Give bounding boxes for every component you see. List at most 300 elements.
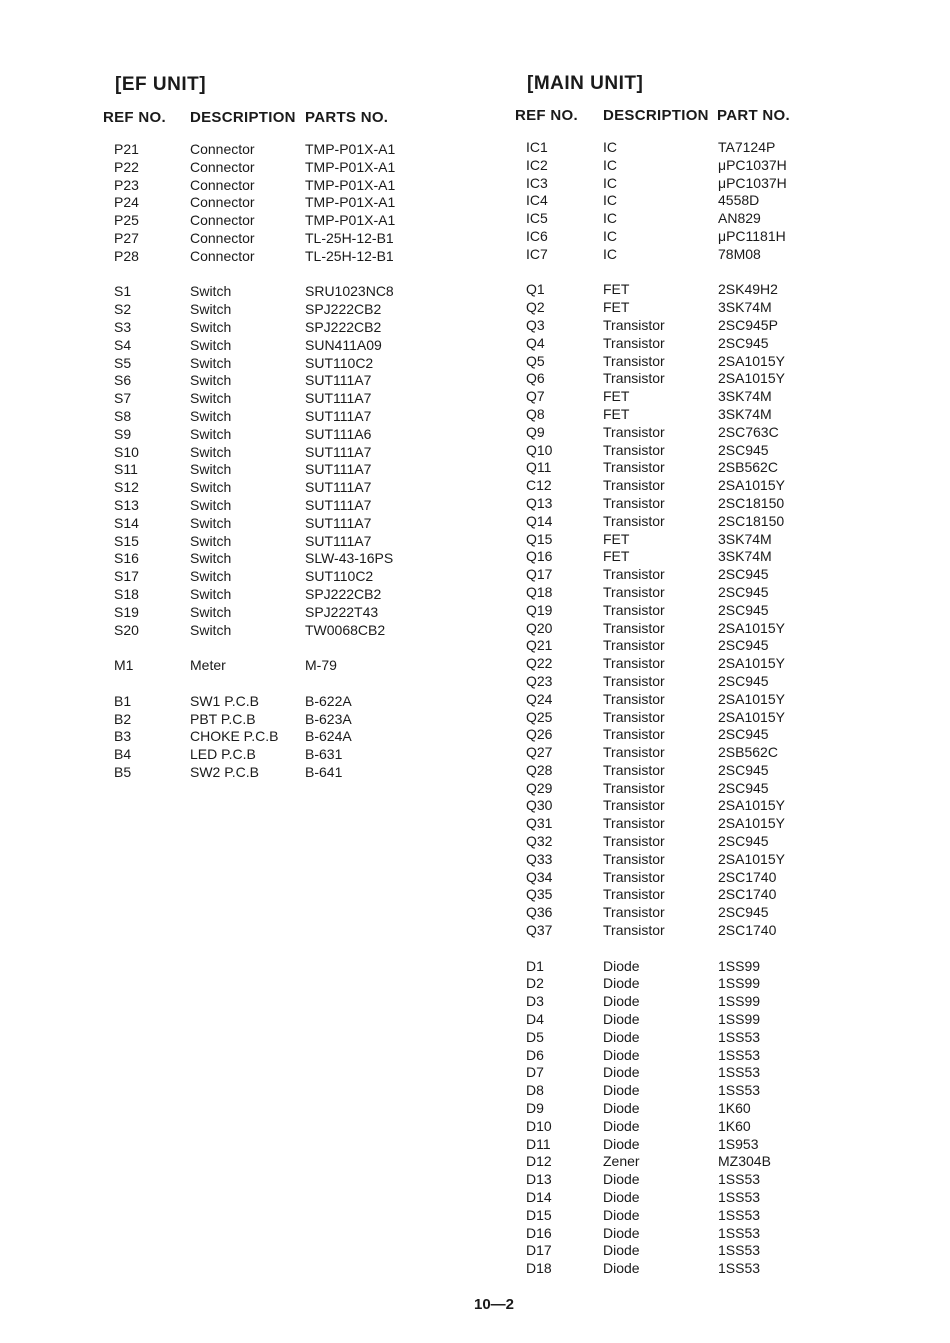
part-number-cell: 1K60 [718, 1100, 751, 1117]
ref-cell: Q11 [526, 459, 552, 476]
ref-cell: D11 [526, 1135, 551, 1152]
description-cell: Transistor [603, 619, 665, 636]
part-number-cell: 2SB562C [718, 459, 778, 476]
group-spacer [190, 639, 278, 657]
part-number-cell: 2SC945 [718, 672, 769, 689]
ref-cell: Q18 [526, 583, 553, 600]
description-cell: Transistor [603, 904, 665, 921]
description-cell: Diode [603, 1082, 640, 1099]
group-spacer [603, 940, 665, 958]
description-cell: Transistor [603, 423, 665, 440]
ref-cell: S8 [114, 407, 132, 424]
part-number-cell: 1SS53 [718, 1260, 761, 1277]
description-cell: Zener [603, 1153, 640, 1170]
ref-cell: D16 [526, 1224, 552, 1241]
part-number-cell: 2SA1015Y [718, 477, 785, 494]
part-number-cell: AN829 [718, 210, 761, 227]
part-number-cell: B-623A [305, 710, 352, 727]
group-spacer [526, 264, 552, 282]
ref-cell: P27 [114, 229, 139, 246]
ref-cell: Q26 [526, 726, 553, 743]
ref-cell: D12 [526, 1153, 552, 1170]
part-number-cell: 2SC763C [718, 423, 779, 440]
description-cell: Transistor [603, 512, 665, 529]
part-number-cell: TMP-P01X-A1 [305, 158, 396, 175]
part-number-cell: 2SA1015Y [718, 655, 785, 672]
ref-cell: Q1 [526, 281, 545, 298]
description-cell: Transistor [603, 494, 665, 511]
ef-description-header: DESCRIPTION [190, 109, 296, 126]
description-cell: Switch [190, 496, 232, 513]
ref-cell: S18 [114, 585, 139, 602]
description-cell: Transistor [603, 637, 665, 654]
part-number-cell: 2SC18150 [718, 512, 785, 529]
ref-cell: Q5 [526, 352, 545, 369]
group-spacer [718, 264, 787, 282]
description-cell: Switch [190, 585, 232, 602]
ref-cell: Q32 [526, 833, 553, 850]
part-number-cell: 3SK74M [718, 405, 772, 422]
description-cell: IC [603, 245, 617, 262]
ref-cell: Q16 [526, 548, 553, 565]
part-number-cell: SPJ222CB2 [305, 318, 382, 335]
ref-cell: Q29 [526, 779, 553, 796]
part-number-cell: 1SS53 [718, 1046, 761, 1063]
part-number-cell: 1K60 [718, 1117, 751, 1134]
ref-cell: IC2 [526, 156, 548, 173]
group-spacer [305, 266, 395, 284]
part-number-cell: MZ304B [718, 1153, 771, 1170]
ref-cell: P22 [114, 158, 139, 175]
part-number-cell: 2SC945 [718, 583, 769, 600]
main-part-header: PART NO. [717, 107, 790, 124]
part-number-cell: TMP-P01X-A1 [305, 141, 396, 157]
description-cell: IC [603, 139, 617, 155]
description-cell: IC [603, 227, 617, 244]
description-cell: Transistor [603, 886, 665, 903]
description-cell: Switch [190, 407, 232, 424]
ref-cell: Q10 [526, 441, 553, 458]
part-number-cell: TMP-P01X-A1 [305, 176, 396, 193]
part-number-cell: SUT111A7 [305, 461, 372, 478]
ref-cell: D14 [526, 1189, 552, 1206]
description-cell: Switch [190, 390, 232, 407]
main-ref-header: REF NO. [515, 107, 578, 124]
description-cell: PBT P.C.B [190, 710, 256, 727]
description-cell: Transistor [603, 690, 665, 707]
part-number-cell: 2SC945 [718, 904, 769, 921]
part-number-cell: 4558D [718, 192, 760, 209]
part-number-cell: 1SS53 [718, 1189, 761, 1206]
part-number-cell: 2SC1740 [718, 922, 777, 939]
description-cell: Diode [603, 1046, 640, 1063]
part-number-cell: 2SC945 [718, 334, 769, 351]
part-number-cell: 2SA1015Y [718, 352, 785, 369]
ref-cell: Q36 [526, 904, 553, 921]
part-number-cell: 2SA1015Y [718, 708, 785, 725]
main-description-column [603, 139, 665, 1278]
ref-cell: B4 [114, 746, 132, 763]
description-cell: CHOKE P.C.B [190, 728, 279, 745]
description-cell: Switch [190, 443, 232, 460]
ref-cell: D9 [526, 1100, 544, 1117]
part-number-cell: 1S953 [718, 1135, 759, 1152]
ref-cell: Q28 [526, 761, 553, 778]
description-cell: Transistor [603, 583, 665, 600]
description-cell: IC [603, 174, 617, 191]
ref-cell: D5 [526, 1028, 544, 1045]
part-number-cell: μPC1037H [718, 174, 787, 191]
ref-cell: Q3 [526, 316, 545, 333]
description-cell: Transistor [603, 726, 665, 743]
part-number-cell: 1SS53 [718, 1206, 761, 1223]
part-number-cell: 1SS99 [718, 975, 761, 992]
description-cell: Switch [190, 336, 232, 353]
part-number-cell: 2SA1015Y [718, 690, 785, 707]
ref-cell: Q27 [526, 744, 553, 761]
description-cell: FET [603, 548, 630, 565]
ref-cell: Q37 [526, 922, 553, 939]
part-number-cell: TA7124P [718, 139, 776, 155]
description-cell: Transistor [603, 815, 665, 832]
part-number-cell: 3SK74M [718, 548, 772, 565]
part-number-cell: 1SS53 [718, 1171, 761, 1188]
description-cell: Transistor [603, 779, 665, 796]
part-number-cell: SUT111A7 [305, 496, 372, 513]
ref-cell: Q7 [526, 388, 545, 405]
description-cell: Switch [190, 550, 232, 567]
ref-cell: B1 [114, 692, 132, 709]
group-spacer [190, 266, 278, 284]
part-number-cell: SUT111A7 [305, 514, 372, 531]
description-cell: Diode [603, 1242, 640, 1259]
description-cell: Diode [603, 1135, 640, 1152]
ref-cell: Q13 [526, 494, 553, 511]
ref-cell: Q35 [526, 886, 553, 903]
description-cell: Transistor [603, 477, 665, 494]
ref-cell: M1 [114, 657, 134, 674]
ref-cell: S19 [114, 603, 139, 620]
ref-cell: Q34 [526, 868, 553, 885]
ref-cell: Q9 [526, 423, 545, 440]
description-cell: Meter [190, 657, 226, 674]
ref-cell: S5 [114, 354, 132, 371]
part-number-cell: SUT111A7 [305, 407, 372, 424]
ref-cell: Q22 [526, 655, 553, 672]
description-cell: Connector [190, 176, 255, 193]
part-number-cell: TL-25H-12-B1 [305, 247, 394, 264]
ref-cell: S11 [114, 461, 138, 478]
part-number-cell: B-624A [305, 728, 352, 745]
part-number-cell: 2SA1015Y [718, 619, 785, 636]
ref-cell: S6 [114, 372, 132, 389]
ref-cell: Q21 [526, 637, 553, 654]
ef-part-column [305, 141, 395, 782]
description-cell: Diode [603, 1224, 640, 1241]
ref-cell: IC1 [526, 139, 548, 155]
part-number-cell: 2SC945P [718, 316, 778, 333]
description-cell: Transistor [603, 833, 665, 850]
ef-description-column [190, 141, 278, 782]
description-cell: Diode [603, 1064, 640, 1081]
group-spacer [718, 940, 787, 958]
ref-cell: S20 [114, 621, 139, 638]
description-cell: Diode [603, 1260, 640, 1277]
group-spacer [603, 264, 665, 282]
ref-cell: D15 [526, 1206, 552, 1223]
description-cell: Connector [190, 229, 255, 246]
part-number-cell: SUT111A7 [305, 443, 372, 460]
ref-cell: B5 [114, 763, 132, 780]
description-cell: Transistor [603, 708, 665, 725]
part-number-cell: TMP-P01X-A1 [305, 194, 396, 211]
ref-cell: P21 [114, 141, 139, 157]
part-number-cell: SLW-43-16PS [305, 550, 394, 567]
ref-cell: D1 [526, 957, 544, 974]
ref-cell: S1 [114, 283, 132, 300]
description-cell: Diode [603, 1189, 640, 1206]
description-cell: Transistor [603, 566, 665, 583]
description-cell: FET [603, 299, 630, 316]
group-spacer [190, 675, 278, 693]
ref-cell: Q17 [526, 566, 553, 583]
description-cell: Diode [603, 957, 640, 974]
ref-cell: D13 [526, 1171, 552, 1188]
description-cell: Transistor [603, 744, 665, 761]
ref-cell: Q24 [526, 690, 553, 707]
ref-cell: Q23 [526, 672, 553, 689]
description-cell: Diode [603, 993, 640, 1010]
description-cell: Diode [603, 1011, 640, 1028]
description-cell: Switch [190, 532, 232, 549]
part-number-cell: 2SA1015Y [718, 370, 785, 387]
part-number-cell: 2SA1015Y [718, 850, 785, 867]
group-spacer [305, 675, 395, 693]
ef-ref-column [114, 141, 139, 782]
part-number-cell: 2SC945 [718, 637, 769, 654]
part-number-cell: 2SK49H2 [718, 281, 778, 298]
ref-cell: IC6 [526, 227, 548, 244]
description-cell: Diode [603, 1028, 640, 1045]
ref-cell: P24 [114, 194, 139, 211]
ref-cell: S17 [114, 568, 139, 585]
ref-cell: IC7 [526, 245, 548, 262]
description-cell: Transistor [603, 655, 665, 672]
description-cell: FET [603, 388, 630, 405]
ref-cell: D3 [526, 993, 544, 1010]
description-cell: Connector [190, 194, 255, 211]
part-number-cell: SRU1023NC8 [305, 283, 394, 300]
description-cell: SW1 P.C.B [190, 692, 259, 709]
ref-cell: Q20 [526, 619, 553, 636]
description-cell: FET [603, 281, 630, 298]
ref-cell: B3 [114, 728, 132, 745]
description-cell: Switch [190, 514, 232, 531]
part-number-cell: 2SA1015Y [718, 797, 785, 814]
ref-cell: Q31 [526, 815, 553, 832]
main-part-column [718, 139, 787, 1278]
description-cell: Switch [190, 461, 232, 478]
ref-cell: Q6 [526, 370, 545, 387]
description-cell: Transistor [603, 797, 665, 814]
ref-cell: S13 [114, 496, 139, 513]
part-number-cell: 2SC945 [718, 601, 769, 618]
part-number-cell: 2SC945 [718, 779, 769, 796]
description-cell: Transistor [603, 316, 665, 333]
ref-cell: Q19 [526, 601, 553, 618]
description-cell: FET [603, 530, 630, 547]
part-number-cell: SUT111A7 [305, 390, 372, 407]
description-cell: FET [603, 405, 630, 422]
page-number: 10—2 [473, 1296, 515, 1313]
part-number-cell: 3SK74M [718, 530, 772, 547]
description-cell: Transistor [603, 850, 665, 867]
ref-cell: S12 [114, 479, 139, 496]
ref-cell: D7 [526, 1064, 544, 1081]
ref-cell: P28 [114, 247, 139, 264]
description-cell: Diode [603, 1100, 640, 1117]
description-cell: IC [603, 156, 617, 173]
description-cell: Switch [190, 479, 232, 496]
ref-cell: D2 [526, 975, 544, 992]
ref-cell: IC3 [526, 174, 548, 191]
part-number-cell: 1SS99 [718, 993, 761, 1010]
description-cell: Connector [190, 212, 255, 229]
description-cell: Switch [190, 425, 232, 442]
part-number-cell: SPJ222T43 [305, 603, 379, 620]
description-cell: Transistor [603, 672, 665, 689]
ref-cell: P23 [114, 176, 139, 193]
part-number-cell: 1SS53 [718, 1064, 761, 1081]
description-cell: Transistor [603, 459, 665, 476]
ref-cell: S14 [114, 514, 139, 531]
ref-cell: C12 [526, 477, 552, 494]
ref-cell: S15 [114, 532, 139, 549]
part-number-cell: 2SC945 [718, 761, 769, 778]
description-cell: Connector [190, 247, 255, 264]
description-cell: Transistor [603, 352, 665, 369]
description-cell: SW2 P.C.B [190, 763, 259, 780]
ref-cell: D6 [526, 1046, 544, 1063]
description-cell: Diode [603, 1117, 640, 1134]
part-number-cell: 2SA1015Y [718, 815, 785, 832]
part-number-cell: TMP-P01X-A1 [305, 212, 396, 229]
ref-cell: D8 [526, 1082, 544, 1099]
description-cell: Transistor [603, 868, 665, 885]
part-number-cell: SUT111A7 [305, 479, 372, 496]
ref-cell: S4 [114, 336, 132, 353]
description-cell: Diode [603, 975, 640, 992]
part-number-cell: 2SC945 [718, 441, 769, 458]
part-number-cell: 2SC945 [718, 726, 769, 743]
part-number-cell: 78M08 [718, 245, 761, 262]
part-number-cell: 2SC945 [718, 833, 769, 850]
part-number-cell: TW0068CB2 [305, 621, 386, 638]
part-number-cell: 2SC1740 [718, 868, 777, 885]
description-cell: Connector [190, 158, 255, 175]
description-cell: Switch [190, 603, 232, 620]
part-number-cell: μPC1037H [718, 156, 787, 173]
part-number-cell: 2SC18150 [718, 494, 785, 511]
group-spacer [305, 639, 395, 657]
part-number-cell: 2SB562C [718, 744, 778, 761]
group-spacer [114, 639, 139, 657]
part-number-cell: 1SS53 [718, 1224, 761, 1241]
part-number-cell: 1SS53 [718, 1028, 761, 1045]
ef-unit-title: [EF UNIT] [115, 74, 207, 95]
part-number-cell: SUT111A7 [305, 532, 372, 549]
ref-cell: Q8 [526, 405, 545, 422]
ref-cell: P25 [114, 212, 139, 229]
ref-cell: Q33 [526, 850, 553, 867]
part-number-cell: 3SK74M [718, 299, 772, 316]
description-cell: IC [603, 192, 617, 209]
part-number-cell: SUT111A6 [305, 425, 372, 442]
ref-cell: Q14 [526, 512, 553, 529]
description-cell: Transistor [603, 441, 665, 458]
ref-cell: Q2 [526, 299, 545, 316]
ref-cell: Q25 [526, 708, 553, 725]
description-cell: Switch [190, 283, 232, 300]
description-cell: Switch [190, 301, 232, 318]
part-number-cell: SUT110C2 [305, 568, 374, 585]
part-number-cell: B-641 [305, 763, 343, 780]
description-cell: Diode [603, 1171, 640, 1188]
ef-part-header: PARTS NO. [305, 109, 389, 126]
ref-cell: S7 [114, 390, 132, 407]
part-number-cell: SUN411A09 [305, 336, 382, 353]
main-ref-column [526, 139, 552, 1278]
part-number-cell: μPC1181H [718, 227, 786, 244]
part-number-cell: 3SK74M [718, 388, 772, 405]
group-spacer [114, 675, 139, 693]
part-number-cell: 1SS99 [718, 957, 761, 974]
ref-cell: Q15 [526, 530, 553, 547]
part-number-cell: SUT110C2 [305, 354, 374, 371]
part-number-cell: 1SS53 [718, 1082, 761, 1099]
group-spacer [114, 266, 139, 284]
ref-cell: B2 [114, 710, 132, 727]
description-cell: Switch [190, 621, 232, 638]
ref-cell: Q4 [526, 334, 545, 351]
description-cell: Transistor [603, 370, 665, 387]
group-spacer [526, 940, 552, 958]
description-cell: IC [603, 210, 617, 227]
main-description-header: DESCRIPTION [603, 107, 709, 124]
description-cell: Diode [603, 1206, 640, 1223]
description-cell: Switch [190, 318, 232, 335]
part-number-cell: 1SS99 [718, 1011, 761, 1028]
part-number-cell: 2SC1740 [718, 886, 777, 903]
part-number-cell: 2SC945 [718, 566, 769, 583]
part-number-cell: SPJ222CB2 [305, 585, 382, 602]
description-cell: Transistor [603, 601, 665, 618]
description-cell: Switch [190, 372, 232, 389]
description-cell: Transistor [603, 922, 665, 939]
part-number-cell: SUT111A7 [305, 372, 372, 389]
description-cell: Switch [190, 354, 232, 371]
main-unit-title: [MAIN UNIT] [527, 73, 644, 94]
ref-cell: D10 [526, 1117, 552, 1134]
ref-cell: S9 [114, 425, 132, 442]
ref-cell: IC4 [526, 192, 548, 209]
ref-cell: IC5 [526, 210, 548, 227]
description-cell: Transistor [603, 334, 665, 351]
ref-cell: Q30 [526, 797, 553, 814]
ref-cell: S2 [114, 301, 132, 318]
ref-cell: D18 [526, 1260, 552, 1277]
part-number-cell: TL-25H-12-B1 [305, 229, 394, 246]
